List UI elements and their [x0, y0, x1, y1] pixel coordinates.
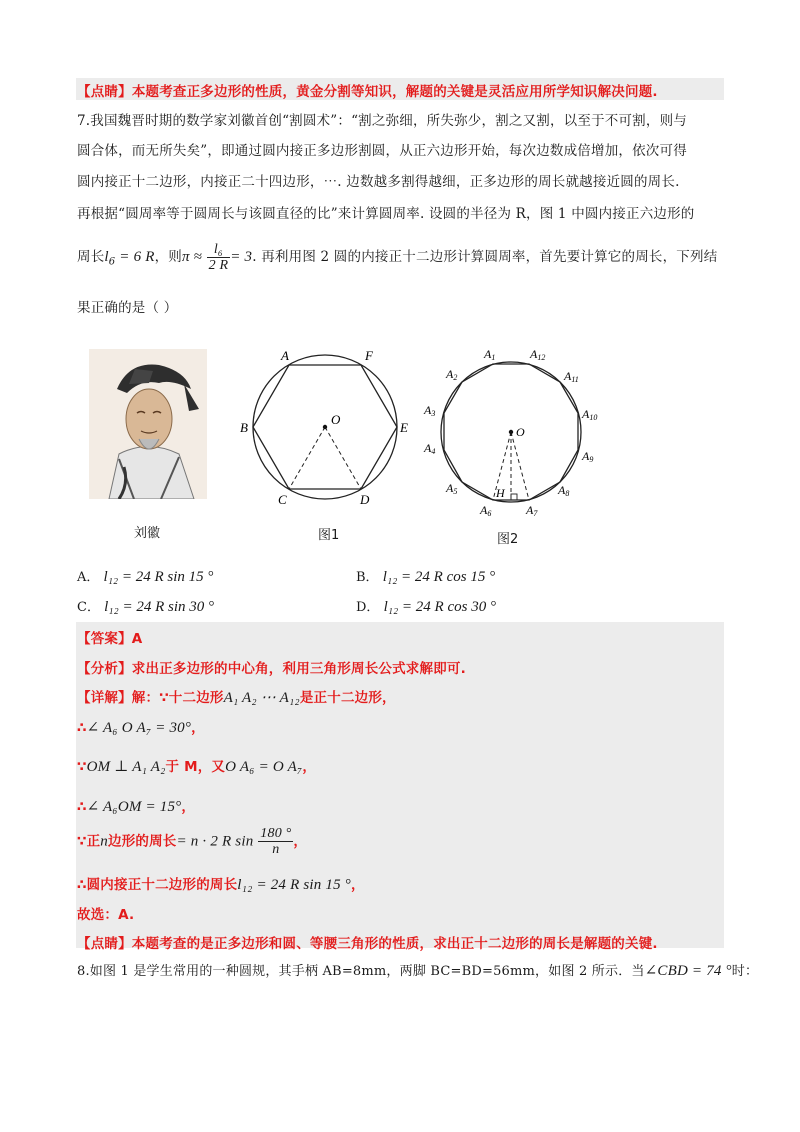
fig2-caption: 图2 — [497, 532, 519, 547]
detail-suffix: 是正十二边形， — [299, 690, 396, 706]
q7-line5-c: . 再利用图 2 圆的内接正十二边形计算圆周率，首先要计算它的周长，下列结 — [252, 249, 718, 265]
q7-line-3: 圆内接正十二边形，内接正二十四边形，⋯. 边数越多割得越细，正多边形的周长就越接近圆的周长. — [77, 174, 680, 190]
q8-text-b: 时： — [731, 964, 759, 979]
svg-text:A2: A2 — [446, 367, 458, 382]
step2-mid: 于 M，又 — [165, 759, 226, 775]
answer-line: 【答案】A — [77, 631, 143, 647]
q7-line5-b: ，则 — [154, 249, 182, 265]
solution-note: 【点睛】本题考查的是正多边形和圆、等腰三角形的性质，求出正十二边形的周长是解题的关键. — [77, 936, 658, 952]
step3-suffix: ， — [181, 799, 196, 815]
svg-text:A11: A11 — [564, 369, 579, 384]
step4-fraction-den: n — [272, 842, 280, 857]
svg-text:O: O — [331, 412, 341, 427]
step2-expr1: OM ⊥ A₁ A₂ — [86, 759, 166, 775]
svg-text:D: D — [360, 492, 370, 507]
step-3 — [77, 795, 195, 816]
step5-suffix: ， — [350, 877, 365, 893]
step4-suffix: ， — [293, 833, 308, 850]
svg-text:A1: A1 — [484, 347, 496, 362]
step4-fraction — [258, 826, 293, 857]
step-1 — [77, 716, 205, 737]
figure-1 — [232, 344, 418, 510]
q8-text-a: 8.如图 1 是学生常用的一种圆规，其手柄 AB=8mm，两脚 BC=BD=56mm，如图 2 所示．当 — [77, 964, 645, 979]
pi-approx: π ≈ — [182, 249, 203, 265]
detail-prefix: 【详解】解：∵十二边形 — [77, 690, 224, 706]
option-a[interactable] — [77, 566, 213, 586]
top-note-tag: 【点睛】 — [77, 84, 132, 100]
svg-text:A8: A8 — [558, 483, 570, 498]
q7-line-5 — [77, 242, 717, 273]
option-b-label: B． — [356, 570, 379, 585]
svg-text:A3: A3 — [424, 403, 436, 418]
step5-expr: l₁₂ = 24 R sin 15 ° — [237, 877, 351, 893]
option-c-expr: l₁₂ = 24 R sin 30 ° — [104, 599, 214, 615]
svg-text:A9: A9 — [582, 449, 594, 464]
svg-text:A: A — [281, 348, 289, 363]
step-4 — [77, 826, 307, 857]
svg-text:H: H — [496, 486, 505, 500]
step4-expr: = n · 2 R sin — [176, 833, 254, 850]
detail-line — [77, 686, 396, 707]
l6-subscript: 6 — [108, 256, 116, 268]
pi-fraction-den: 2 R — [208, 258, 229, 273]
q8-line — [77, 960, 758, 980]
option-c[interactable] — [77, 596, 214, 616]
step4-prefix: ∵正 — [77, 833, 101, 850]
option-a-label: A． — [77, 570, 100, 585]
step5-prefix: ∴圆内接正十二边形的周长 — [77, 877, 238, 893]
step-5 — [77, 873, 365, 894]
option-d[interactable] — [356, 596, 496, 616]
svg-text:E: E — [400, 420, 408, 435]
svg-text:A10: A10 — [582, 407, 598, 422]
option-d-expr: l₁₂ = 24 R cos 30 ° — [383, 599, 496, 615]
option-a-expr: l₁₂ = 24 R sin 15 ° — [103, 569, 214, 585]
detail-expr: A₁ A₂ ⋯ A₁₂ — [223, 690, 300, 706]
option-b-expr: l₁₂ = 24 R cos 15 ° — [382, 569, 496, 585]
svg-text:B: B — [240, 420, 248, 435]
step3-prefix: ∴ — [77, 799, 87, 815]
figure-2 — [418, 342, 608, 518]
step2-suffix: ， — [302, 759, 317, 775]
svg-text:A5: A5 — [446, 481, 458, 496]
step1-prefix: ∴ — [77, 720, 87, 736]
q7-line5-a: 周长 — [77, 249, 105, 265]
q8-expr: ∠CBD = 74 ° — [644, 963, 732, 979]
l6-equation: = 6 R — [115, 249, 155, 265]
l6-symbol: l — [104, 249, 109, 265]
step1-expr: ∠ A₆ O A₇ = 30° — [86, 720, 192, 736]
analysis-line: 【分析】求出正多边形的中心角，利用三角形周长公式求解即可. — [77, 661, 466, 677]
svg-text:A12: A12 — [530, 347, 546, 362]
top-note — [77, 80, 658, 100]
svg-text:A4: A4 — [424, 441, 436, 456]
step4-n: n — [100, 833, 108, 850]
portrait-caption: 刘徽 — [134, 526, 161, 541]
q7-line-4: 再根据“圆周率等于圆周长与该圆直径的比”来计算圆周率. 设圆的半径为 R，图 1 中圆内接正六边形的 — [77, 206, 695, 222]
option-b[interactable] — [356, 566, 495, 586]
q7-line-2: 圆合体，而无所失矣”，即通过圆内接正多边形割圆，从正六边形开始，每次边数成倍增加，依次可得 — [77, 143, 687, 159]
top-note-text: 本题考查正多边形的性质，黄金分割等知识，解题的关键是灵活应用所学知识解决问题. — [131, 84, 658, 100]
step2-prefix: ∵ — [77, 759, 87, 775]
step1-suffix: ， — [191, 720, 205, 736]
liu-hui-portrait — [89, 349, 207, 499]
svg-text:F: F — [365, 348, 373, 363]
svg-text:O: O — [516, 425, 525, 439]
step-2 — [77, 755, 316, 776]
step3-expr: ∠ A₆OM = 15° — [86, 799, 182, 815]
pi-fraction — [207, 242, 231, 273]
choose-line: 故选：A. — [77, 907, 135, 923]
q7-line-6: 果正确的是（ ） — [77, 300, 178, 316]
svg-text:C: C — [278, 492, 287, 507]
option-d-label: D． — [356, 600, 380, 615]
step2-expr2: O A₆ = O A₇ — [225, 759, 303, 775]
pi-result: = 3 — [230, 249, 253, 265]
pi-fraction-num: l₆ — [207, 242, 231, 258]
svg-text:A6: A6 — [480, 503, 492, 518]
q7-line-1: 7.我国魏晋时期的数学家刘徽首创“割圆术”：“割之弥细，所失弥少，割之又割，以至于不可割，则与 — [77, 113, 687, 129]
svg-text:A7: A7 — [526, 503, 538, 518]
fig1-caption: 图1 — [318, 528, 340, 543]
step4-mid: 边形的周长 — [108, 833, 177, 850]
step4-fraction-num: 180 ° — [260, 826, 292, 841]
option-c-label: C． — [77, 600, 100, 615]
